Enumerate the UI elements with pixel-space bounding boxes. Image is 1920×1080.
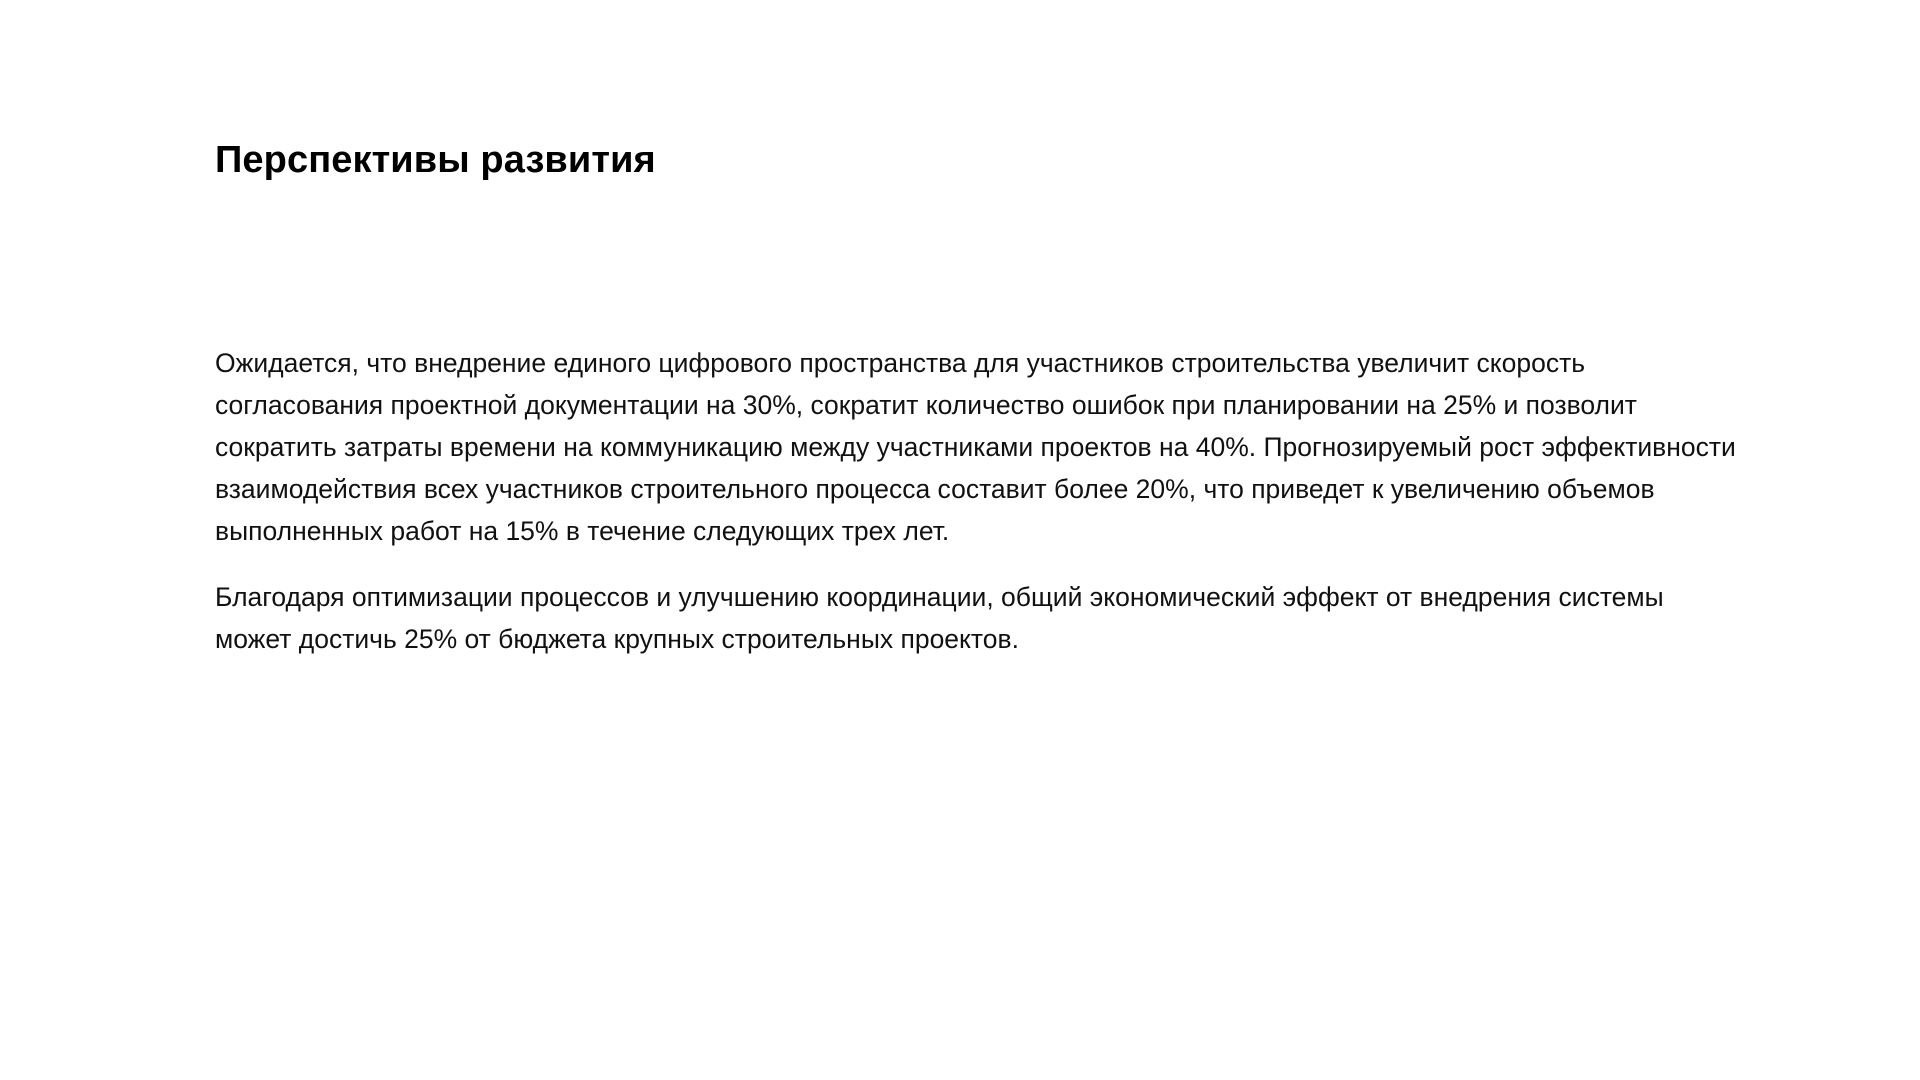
body-paragraph-2: Благодаря оптимизации процессов и улучшению координации, общий экономический эффект от внедрения системы может достичь 25% от бюджета крупных строительных проектов.	[215, 582, 1664, 654]
slide-body	[215, 342, 1745, 684]
slide-title: Перспективы развития	[215, 139, 656, 181]
body-paragraph-1: Ожидается, что внедрение единого цифрового пространства для участников строительства увеличит скорость согласования проектной документации на 30%, сократит количество ошибок при планировании на 25% и позволит сократить затраты времени на коммуникацию между участниками проектов на 40%. Прогнозируемый рост эффективности взаимодействия всех участников строительного процесса составит более 20%, что приведет к увеличению объемов выполненных работ на 15% в течение следующих трех лет.	[215, 348, 1736, 546]
